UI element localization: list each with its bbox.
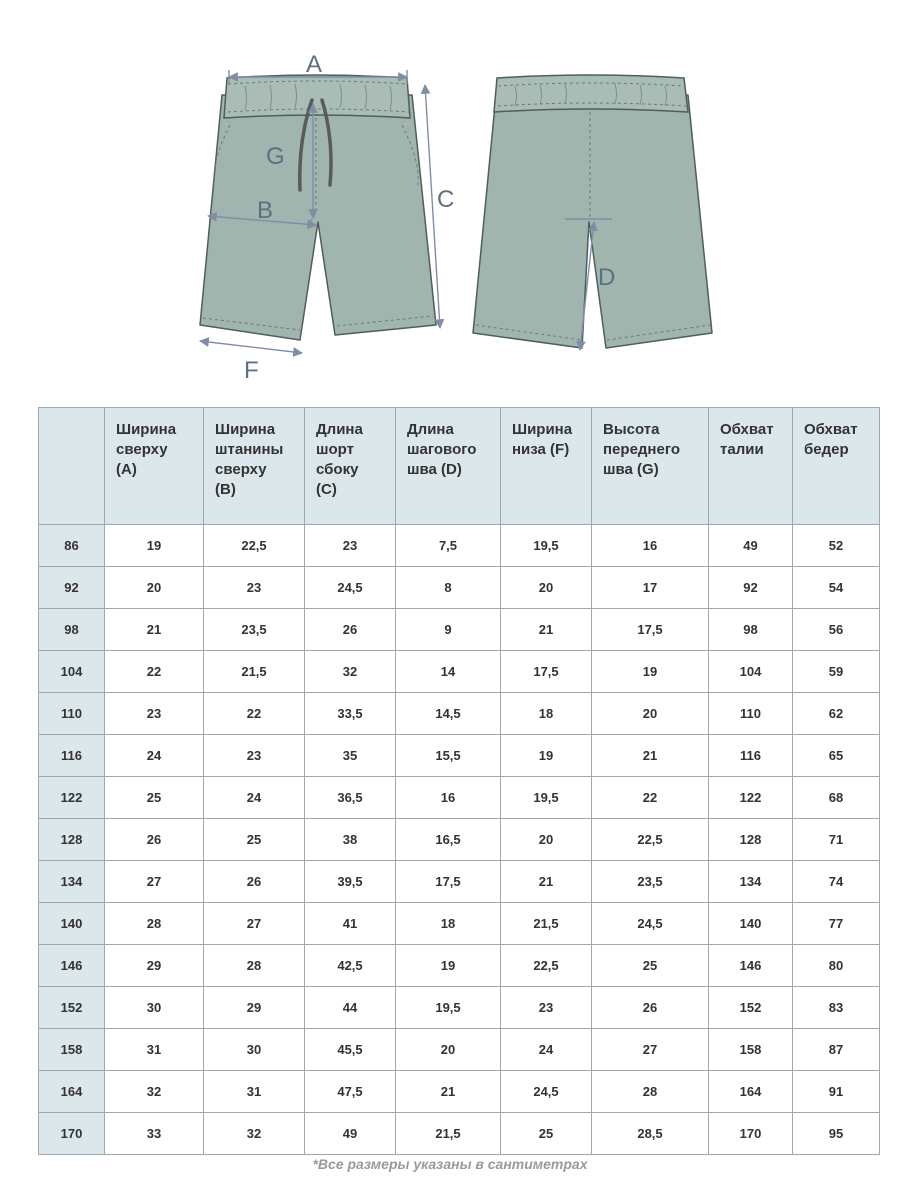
measurement-cell: 17: [592, 567, 709, 609]
measurement-cell: 21,5: [501, 903, 592, 945]
measurement-cell: 18: [396, 903, 501, 945]
measurement-cell: 7,5: [396, 525, 501, 567]
size-cell: 128: [39, 819, 105, 861]
measurement-cell: 31: [204, 1071, 305, 1113]
size-cell: 122: [39, 777, 105, 819]
measurement-cell: 26: [592, 987, 709, 1029]
table-row: [39, 903, 880, 945]
dimension-label-c: C: [437, 186, 455, 213]
measurement-cell: 91: [793, 1071, 880, 1113]
table-row: [39, 651, 880, 693]
measurement-cell: 27: [204, 903, 305, 945]
measurement-cell: 59: [793, 651, 880, 693]
measurement-cell: 16,5: [396, 819, 501, 861]
measurement-cell: 134: [709, 861, 793, 903]
measurement-cell: 20: [501, 819, 592, 861]
size-cell: 110: [39, 693, 105, 735]
column-header: [592, 408, 709, 525]
measurement-cell: 20: [501, 567, 592, 609]
shorts-back-view: [473, 75, 712, 348]
column-header-label: Обхват бедер: [804, 421, 858, 458]
column-header-label: Ширина сверху (A): [116, 421, 177, 478]
measurement-cell: 24: [501, 1029, 592, 1071]
measurement-cell: 25: [592, 945, 709, 987]
measurement-cell: 30: [204, 1029, 305, 1071]
table-row: [39, 945, 880, 987]
table-row: [39, 1113, 880, 1155]
measurement-cell: 80: [793, 945, 880, 987]
measurement-cell: 22: [592, 777, 709, 819]
table-header-row: [39, 408, 880, 525]
measurement-cell: 39,5: [305, 861, 396, 903]
measurement-cell: 71: [793, 819, 880, 861]
measurement-cell: 27: [105, 861, 204, 903]
table-row: [39, 861, 880, 903]
measurement-cell: 22: [204, 693, 305, 735]
measurement-cell: 25: [105, 777, 204, 819]
measurement-cell: 23: [501, 987, 592, 1029]
shorts-measurement-diagram: [0, 0, 900, 395]
size-cell: 86: [39, 525, 105, 567]
table-row: [39, 777, 880, 819]
measurement-cell: 19,5: [396, 987, 501, 1029]
table-row: [39, 525, 880, 567]
table-row: [39, 1071, 880, 1113]
measurement-cell: 14,5: [396, 693, 501, 735]
measurement-cell: 16: [592, 525, 709, 567]
dimension-label-f: F: [244, 357, 259, 384]
table-row: [39, 987, 880, 1029]
measurement-cell: 21: [501, 861, 592, 903]
measurement-cell: 87: [793, 1029, 880, 1071]
measurement-cell: 23: [305, 525, 396, 567]
measurement-cell: 152: [709, 987, 793, 1029]
column-header: [396, 408, 501, 525]
measurement-cell: 33: [105, 1113, 204, 1155]
table-row: [39, 609, 880, 651]
measurement-cell: 21: [592, 735, 709, 777]
measurement-cell: 29: [204, 987, 305, 1029]
measurement-cell: 116: [709, 735, 793, 777]
measurement-cell: 31: [105, 1029, 204, 1071]
measurement-cell: 49: [305, 1113, 396, 1155]
column-header-label: Обхват талии: [720, 421, 774, 458]
measurement-cell: 14: [396, 651, 501, 693]
measurement-cell: 20: [396, 1029, 501, 1071]
measurement-cell: 26: [105, 819, 204, 861]
measurement-cell: 122: [709, 777, 793, 819]
measurement-cell: 19: [501, 735, 592, 777]
size-cell: 140: [39, 903, 105, 945]
measurement-cell: 35: [305, 735, 396, 777]
measurement-cell: 140: [709, 903, 793, 945]
measurement-cell: 38: [305, 819, 396, 861]
measurement-cell: 42,5: [305, 945, 396, 987]
measurement-cell: 32: [105, 1071, 204, 1113]
measurement-cell: 17,5: [592, 609, 709, 651]
shorts-front-view: [200, 75, 436, 340]
size-cell: 146: [39, 945, 105, 987]
table-row: [39, 1029, 880, 1071]
measurement-cell: 28: [105, 903, 204, 945]
dimension-label-b: B: [257, 197, 274, 224]
measurement-cell: 47,5: [305, 1071, 396, 1113]
measurement-cell: 22,5: [592, 819, 709, 861]
dimension-label-a: A: [306, 51, 323, 78]
measurement-cell: 164: [709, 1071, 793, 1113]
measurement-cell: 95: [793, 1113, 880, 1155]
measurement-cell: 158: [709, 1029, 793, 1071]
measurement-cell: 21,5: [204, 651, 305, 693]
measurement-cell: 65: [793, 735, 880, 777]
column-header: [793, 408, 880, 525]
size-cell: 152: [39, 987, 105, 1029]
size-cell: 158: [39, 1029, 105, 1071]
measurement-cell: 98: [709, 609, 793, 651]
measurement-cell: 24,5: [592, 903, 709, 945]
measurement-cell: 26: [204, 861, 305, 903]
column-header-label: Высота переднего шва (G): [603, 421, 681, 478]
table-row: [39, 567, 880, 609]
measurement-cell: 23,5: [592, 861, 709, 903]
size-chart-table: [38, 407, 880, 1155]
column-header: [204, 408, 305, 525]
column-header: [709, 408, 793, 525]
measurement-cell: 56: [793, 609, 880, 651]
measurement-cell: 25: [204, 819, 305, 861]
measurement-cell: 26: [305, 609, 396, 651]
size-cell: 98: [39, 609, 105, 651]
measurement-cell: 20: [105, 567, 204, 609]
measurement-cell: 28: [592, 1071, 709, 1113]
measurement-cell: 15,5: [396, 735, 501, 777]
table-row: [39, 819, 880, 861]
measurement-cell: 49: [709, 525, 793, 567]
table-row: [39, 735, 880, 777]
measurement-cell: 32: [204, 1113, 305, 1155]
measurement-cell: 36,5: [305, 777, 396, 819]
table-row: [39, 693, 880, 735]
measurement-cell: 28,5: [592, 1113, 709, 1155]
measurement-cell: 62: [793, 693, 880, 735]
measurement-cell: 20: [592, 693, 709, 735]
measurement-cell: 45,5: [305, 1029, 396, 1071]
measurement-cell: 110: [709, 693, 793, 735]
measurement-cell: 41: [305, 903, 396, 945]
measurement-cell: 33,5: [305, 693, 396, 735]
measurement-cell: 23,5: [204, 609, 305, 651]
measurement-cell: 16: [396, 777, 501, 819]
measurement-cell: 92: [709, 567, 793, 609]
measurement-cell: 104: [709, 651, 793, 693]
measurement-cell: 9: [396, 609, 501, 651]
measurement-cell: 22,5: [501, 945, 592, 987]
measurement-cell: 22,5: [204, 525, 305, 567]
dimension-label-d: D: [598, 264, 616, 291]
column-header-label: Ширина низа (F): [512, 421, 573, 458]
dimension-label-g: G: [266, 143, 285, 170]
measurement-cell: 23: [105, 693, 204, 735]
measurement-cell: 21: [396, 1071, 501, 1113]
measurement-cell: 52: [793, 525, 880, 567]
measurement-cell: 68: [793, 777, 880, 819]
measurement-cell: 74: [793, 861, 880, 903]
measurement-cell: 25: [501, 1113, 592, 1155]
measurement-cell: 28: [204, 945, 305, 987]
measurement-cell: 24,5: [305, 567, 396, 609]
measurement-cell: 23: [204, 735, 305, 777]
measurement-cell: 30: [105, 987, 204, 1029]
table-body: [39, 525, 880, 1155]
column-header: [305, 408, 396, 525]
footnote: *Все размеры указаны в сантиметрах: [312, 1156, 588, 1172]
size-cell: 164: [39, 1071, 105, 1113]
size-cell: 92: [39, 567, 105, 609]
measurement-cell: 19,5: [501, 777, 592, 819]
measurement-cell: 22: [105, 651, 204, 693]
size-cell: 170: [39, 1113, 105, 1155]
measurement-cell: 83: [793, 987, 880, 1029]
header-size-corner: [39, 408, 105, 525]
measurement-cell: 18: [501, 693, 592, 735]
measurement-cell: 8: [396, 567, 501, 609]
measurement-cell: 23: [204, 567, 305, 609]
measurement-cell: 54: [793, 567, 880, 609]
column-header: [501, 408, 592, 525]
column-header: [105, 408, 204, 525]
measurement-cell: 32: [305, 651, 396, 693]
measurement-cell: 24,5: [501, 1071, 592, 1113]
measurement-cell: 19: [592, 651, 709, 693]
measurement-cell: 19: [396, 945, 501, 987]
measurement-cell: 21,5: [396, 1113, 501, 1155]
measurement-cell: 44: [305, 987, 396, 1029]
measurement-cell: 24: [204, 777, 305, 819]
size-cell: 104: [39, 651, 105, 693]
column-header-label: Ширина штанины сверху (B): [215, 421, 284, 498]
measurement-cell: 19,5: [501, 525, 592, 567]
measurement-cell: 29: [105, 945, 204, 987]
measurement-cell: 24: [105, 735, 204, 777]
column-header-label: Длина шорт сбоку (C): [316, 421, 363, 498]
measurement-cell: 27: [592, 1029, 709, 1071]
size-cell: 134: [39, 861, 105, 903]
measurement-cell: 21: [501, 609, 592, 651]
column-header-label: Длина шагового шва (D): [407, 421, 477, 478]
measurement-cell: 77: [793, 903, 880, 945]
measurement-cell: 146: [709, 945, 793, 987]
measurement-cell: 21: [105, 609, 204, 651]
measurement-cell: 17,5: [501, 651, 592, 693]
measurement-cell: 17,5: [396, 861, 501, 903]
measurement-cell: 170: [709, 1113, 793, 1155]
measurement-cell: 19: [105, 525, 204, 567]
size-cell: 116: [39, 735, 105, 777]
measurement-cell: 128: [709, 819, 793, 861]
